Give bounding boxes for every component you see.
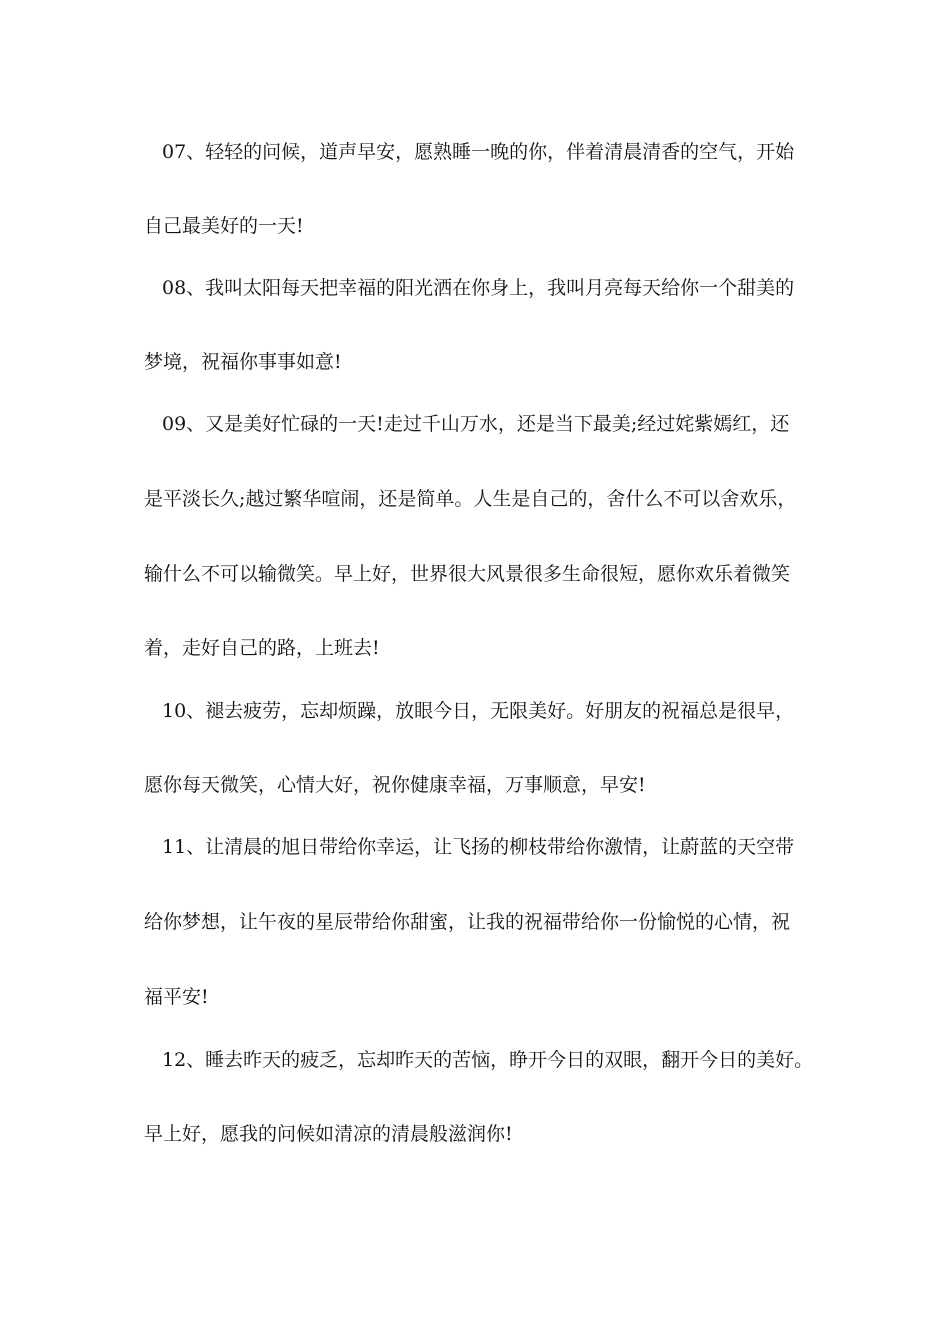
paragraph-11-line-3: 福平安! — [144, 986, 209, 1008]
paragraph-10-line-2: 愿你每天微笑，心情大好，祝你健康幸福，万事顺意，早安! — [144, 774, 646, 796]
paragraph-10-line-1: 10、褪去疲劳，忘却烦躁，放眼今日，无限美好。好朋友的祝福总是很早， — [162, 700, 795, 722]
paragraph-12-line-2: 早上好，愿我的问候如清凉的清晨般滋润你! — [144, 1123, 513, 1145]
paragraph-11-line-1: 11、让清晨的旭日带给你幸运，让飞扬的柳枝带给你激情，让蔚蓝的天空带 — [162, 836, 795, 858]
paragraph-12-line-1: 12、睡去昨天的疲乏，忘却昨天的苦恼，睁开今日的双眼，翻开今日的美好。 — [162, 1049, 814, 1071]
paragraph-09-line-2: 是平淡长久;越过繁华喧闹，还是简单。人生是自己的，舍什么不可以舍欢乐， — [144, 488, 797, 510]
paragraph-07-line-1: 07、轻轻的问候，道声早安，愿熟睡一晚的你，伴着清晨清香的空气，开始 — [162, 141, 795, 163]
paragraph-07-line-2: 自己最美好的一天! — [144, 215, 304, 237]
paragraph-08-line-1: 08、我叫太阳每天把幸福的阳光洒在你身上，我叫月亮每天给你一个甜美的 — [162, 277, 795, 299]
paragraph-11-line-2: 给你梦想，让午夜的星辰带给你甜蜜，让我的祝福带给你一份愉悦的心情，祝 — [144, 911, 791, 933]
paragraph-09-line-1: 09、又是美好忙碌的一天!走过千山万水，还是当下最美;经过姹紫嫣红，还 — [162, 413, 790, 435]
paragraph-08-line-2: 梦境，祝福你事事如意! — [144, 351, 342, 373]
paragraph-09-line-4: 着，走好自己的路，上班去! — [144, 637, 380, 659]
paragraph-09-line-3: 输什么不可以输微笑。早上好，世界很大风景很多生命很短，愿你欢乐着微笑 — [144, 563, 791, 585]
